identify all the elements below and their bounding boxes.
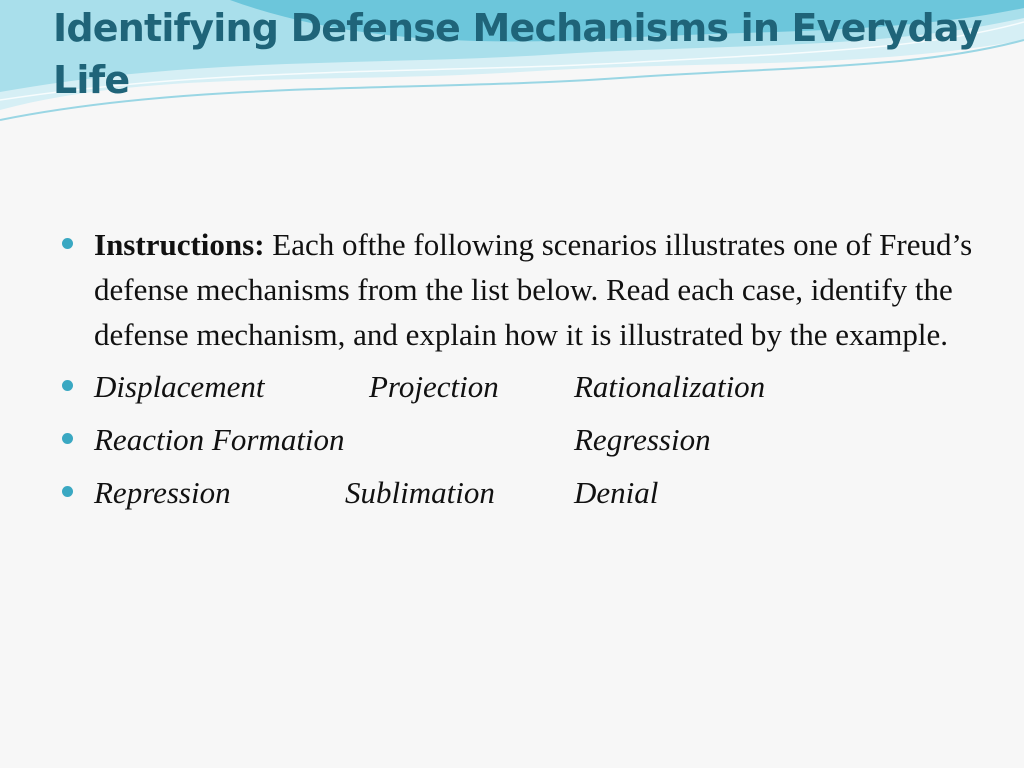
bullet-dot-icon [62, 486, 73, 497]
instructions-bullet [58, 222, 978, 357]
mechanism-term: Projection [369, 369, 499, 404]
mechanism-term: Reaction Formation [94, 422, 345, 457]
mechanism-term: Sublimation [345, 475, 495, 510]
bullet-dot-icon [62, 238, 73, 249]
bullet-list [58, 222, 978, 516]
mechanism-row [58, 416, 978, 463]
mechanism-term: Denial [574, 475, 659, 510]
mechanism-term: Displacement [94, 369, 265, 404]
mechanism-term: Repression [94, 475, 231, 510]
mechanism-row [58, 363, 978, 410]
bullet-dot-icon [62, 380, 73, 391]
bullet-dot-icon [62, 433, 73, 444]
page-title: Identifying Defense Mechanisms in Everyday Life [53, 6, 982, 102]
mechanism-term: Rationalization [574, 369, 766, 404]
instructions-text: Each ofthe following scenarios illustrates one of Freud’s defense mechanisms from the list below. Read each case, identify the defense mechanism, and explain how it is illustrated by the example. [94, 227, 973, 352]
mechanism-term: Regression [574, 422, 711, 457]
instructions-label: Instructions: [94, 227, 265, 262]
mechanism-row [58, 469, 978, 516]
